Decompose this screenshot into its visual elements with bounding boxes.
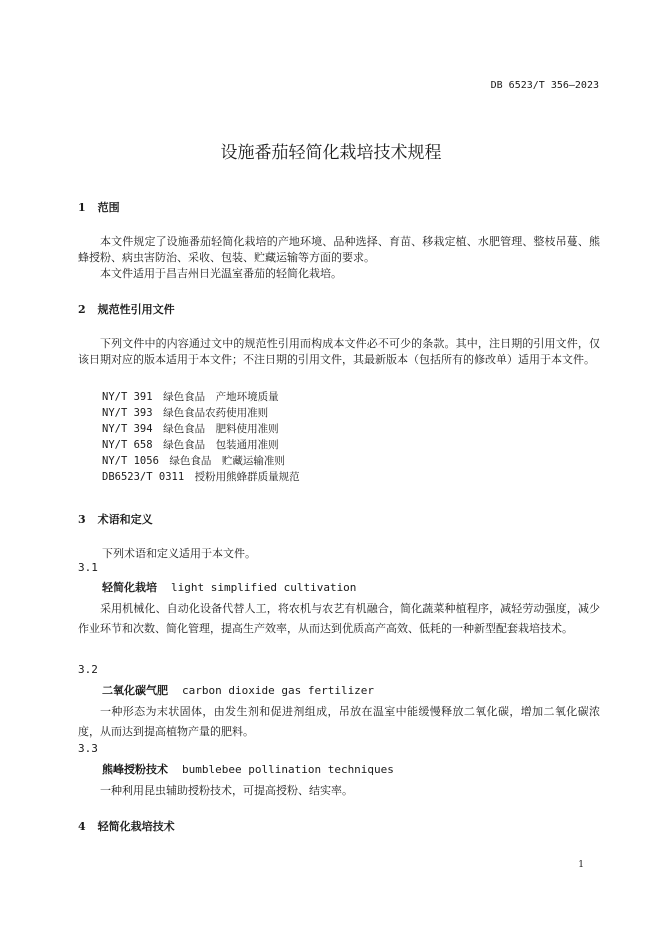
section-1-paragraph-2: 本文件适用于昌吉州日光温室番茄的轻简化栽培。 <box>100 267 342 280</box>
section-number: 4 <box>78 820 86 833</box>
section-title: 术语和定义 <box>97 513 153 526</box>
section-1-heading <box>78 199 120 215</box>
reference-item: NY/T 1056 绿色食品 贮藏运输准则 <box>102 455 285 467</box>
term-english: light simplified cultivation <box>171 581 357 594</box>
section-3-heading <box>78 511 153 527</box>
term-chinese: 轻简化栽培 <box>102 581 157 594</box>
term-definition: 一种利用昆虫辅助授粉技术，可提高授粉、结实率。 <box>100 784 353 797</box>
term-chinese: 熊峰授粉技术 <box>102 763 168 776</box>
term-heading <box>102 761 394 777</box>
term-english: carbon dioxide gas fertilizer <box>182 684 375 697</box>
term-definition: 一种形态为末状固体，由发生剂和促进剂组成，吊放在温室中能缓慢释放二氧化碳，增加二氧化碳浓度，从而达到提高植物产量的肥料。 <box>78 705 600 738</box>
section-1-paragraph-1: 本文件规定了设施番茄轻简化栽培的产地环境、品种选择、育苗、移栽定植、水肥管理、整枝吊蔓、熊蜂授粉、病虫害防治、采收、包装、贮藏运输等方面的要求。 <box>78 235 600 264</box>
section-3-intro: 下列术语和定义适用于本文件。 <box>102 547 256 560</box>
section-title: 轻简化栽培技术 <box>97 820 175 833</box>
term-heading <box>102 682 374 698</box>
standard-code: DB 6523/T 356—2023 <box>490 80 599 91</box>
term-english: bumblebee pollination techniques <box>182 763 394 776</box>
term-chinese: 二氧化碳气肥 <box>102 684 168 697</box>
section-title: 范围 <box>97 201 120 214</box>
reference-item: NY/T 391 绿色食品 产地环境质量 <box>102 391 279 403</box>
section-number: 3 <box>78 513 86 526</box>
term-number: 3.2 <box>78 663 98 676</box>
section-number: 2 <box>78 303 86 316</box>
reference-item: NY/T 393 绿色食品农药使用准则 <box>102 407 269 419</box>
section-2-heading <box>78 301 175 317</box>
term-number: 3.3 <box>78 742 98 755</box>
reference-item: NY/T 658 绿色食品 包装通用准则 <box>102 439 279 451</box>
section-title: 规范性引用文件 <box>97 303 175 316</box>
reference-item: DB6523/T 0311 授粉用熊蜂群质量规范 <box>102 471 300 483</box>
section-4-heading <box>78 818 175 834</box>
reference-item: NY/T 394 绿色食品 肥料使用准则 <box>102 423 279 435</box>
term-number: 3.1 <box>78 561 98 574</box>
term-definition: 采用机械化、自动化设备代替人工，将农机与农艺有机融合，简化蔬菜种植程序，减轻劳动强度，减少作业环节和次数、简化管理，提高生产效率，从而达到优质高产高效、低耗的一种新型配套栽培技术。 <box>78 602 600 635</box>
section-number: 1 <box>78 201 86 214</box>
term-heading <box>102 579 356 595</box>
section-2-intro: 下列文件中的内容通过文中的规范性引用而构成本文件必不可少的条款。其中，注日期的引用文件，仅该日期对应的版本适用于本文件；不注日期的引用文件，其最新版本（包括所有的修改单）适用于本文件。 <box>78 337 600 366</box>
document-title: 设施番茄轻简化栽培技术规程 <box>220 143 442 163</box>
page-number: 1 <box>578 860 584 870</box>
